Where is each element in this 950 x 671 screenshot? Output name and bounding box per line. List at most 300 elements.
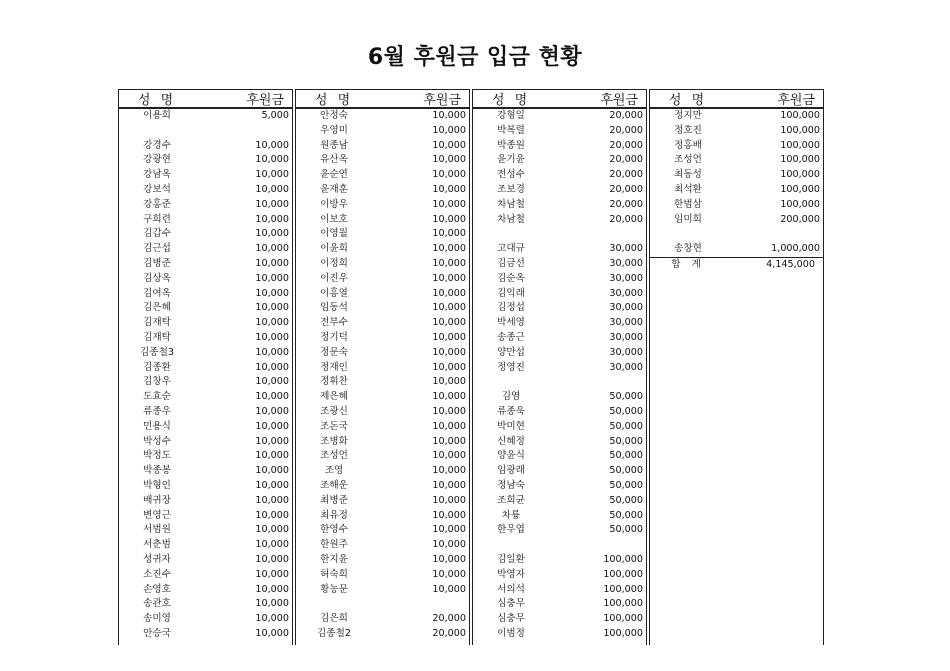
table-row [650, 109, 823, 124]
donor-name: 김병준 [143, 257, 171, 269]
donor-name: 박세영 [497, 317, 525, 329]
donation-amount: 30,000 [609, 243, 643, 255]
donor-name: 강경수 [143, 139, 171, 151]
table-row [119, 124, 292, 139]
table-row [473, 124, 646, 139]
donation-amount: 10,000 [432, 376, 466, 388]
donor-name: 강광현 [143, 154, 171, 166]
table-row [296, 109, 469, 124]
table-row [473, 479, 646, 494]
donation-amount: 10,000 [255, 302, 289, 314]
table-row [119, 375, 292, 390]
table-row [296, 124, 469, 139]
table-row [296, 583, 469, 598]
donor-name: 박종원 [497, 139, 525, 151]
donor-name: 박정도 [143, 450, 171, 462]
table-row [296, 390, 469, 405]
donation-amount: 10,000 [255, 287, 289, 299]
donation-amount: 10,000 [255, 183, 289, 195]
donation-amount: 50,000 [609, 420, 643, 432]
table-row [296, 272, 469, 287]
donor-name: 최동성 [674, 169, 702, 181]
table-column-2 [295, 89, 470, 645]
donor-name: 김재탁 [143, 317, 171, 329]
donation-amount: 30,000 [609, 287, 643, 299]
donor-name: 송미영 [143, 613, 171, 625]
donation-amount: 10,000 [255, 627, 289, 639]
table-row [473, 420, 646, 435]
table-row [473, 213, 646, 228]
donation-amount: 10,000 [432, 494, 466, 506]
table-row [650, 139, 823, 154]
donation-amount: 10,000 [432, 154, 466, 166]
donor-name: 양만섭 [497, 346, 525, 358]
column-header [473, 89, 646, 109]
header-name: 성 명 [668, 93, 708, 108]
donation-amount: 10,000 [432, 405, 466, 417]
table-row [473, 301, 646, 316]
donation-amount: 100,000 [603, 583, 643, 595]
donor-name: 김상옥 [143, 272, 171, 284]
table-row [119, 139, 292, 154]
donation-amount: 10,000 [432, 272, 466, 284]
table-row [473, 316, 646, 331]
total-label: 합 계 [671, 258, 705, 270]
donor-name: 최석환 [674, 183, 702, 195]
header-name: 성 명 [314, 93, 354, 108]
donation-amount: 100,000 [780, 124, 820, 136]
donation-amount: 10,000 [255, 494, 289, 506]
table-row [119, 287, 292, 302]
table-row [473, 257, 646, 272]
donor-name: 송창현 [674, 243, 702, 255]
table-row [119, 449, 292, 464]
donation-amount: 20,000 [432, 613, 466, 625]
table-row [473, 449, 646, 464]
donor-name: 임동석 [320, 302, 348, 314]
donation-amount: 10,000 [432, 331, 466, 343]
donor-name: 김창우 [143, 376, 171, 388]
donor-name: 정남숙 [497, 479, 525, 491]
table-row [119, 583, 292, 598]
table-row [119, 316, 292, 331]
table-row [119, 331, 292, 346]
table-row [119, 568, 292, 583]
table-row [473, 612, 646, 627]
table-row [296, 612, 469, 627]
donation-amount: 1,000,000 [771, 243, 820, 255]
table-row [473, 538, 646, 553]
table-row [296, 597, 469, 612]
table-column-3 [472, 89, 647, 645]
table-row [473, 568, 646, 583]
donation-amount: 10,000 [432, 243, 466, 255]
header-name: 성 명 [137, 93, 177, 108]
table-row [296, 242, 469, 257]
donor-name: 신혜정 [497, 435, 525, 447]
donation-amount: 30,000 [609, 317, 643, 329]
donor-name: 김종철3 [140, 346, 174, 358]
donor-name: 배귀장 [143, 494, 171, 506]
donation-amount: 20,000 [609, 124, 643, 136]
donor-name: 이정희 [320, 257, 348, 269]
donor-name: 박성수 [143, 435, 171, 447]
donor-name: 유산옥 [320, 154, 348, 166]
table-row [119, 183, 292, 198]
table-row [119, 494, 292, 509]
table-row [473, 627, 646, 642]
donor-name: 김순옥 [497, 272, 525, 284]
table-row [473, 139, 646, 154]
table-row [296, 257, 469, 272]
donation-amount: 10,000 [432, 198, 466, 210]
donation-amount: 50,000 [609, 465, 643, 477]
table-row [473, 405, 646, 420]
donor-name: 서범원 [143, 524, 171, 536]
donor-name: 차륭 [501, 509, 521, 521]
table-row [650, 183, 823, 198]
donation-amount: 50,000 [609, 405, 643, 417]
donation-amount: 20,000 [609, 213, 643, 225]
donation-amount: 10,000 [432, 450, 466, 462]
donor-name: 도효순 [143, 391, 171, 403]
table-row [119, 597, 292, 612]
donor-name: 정호진 [674, 124, 702, 136]
donation-amount: 10,000 [432, 183, 466, 195]
table-row [473, 361, 646, 376]
donation-amount: 10,000 [432, 509, 466, 521]
donor-name: 김재탁 [143, 331, 171, 343]
table-row [650, 227, 823, 242]
donor-name: 김근섭 [143, 243, 171, 255]
donation-amount: 30,000 [609, 302, 643, 314]
table-row [473, 272, 646, 287]
donor-name: 정재인 [320, 361, 348, 373]
donation-amount: 10,000 [255, 272, 289, 284]
column-header [119, 89, 292, 109]
table-row [296, 494, 469, 509]
table-row [473, 153, 646, 168]
donation-amount: 10,000 [432, 213, 466, 225]
donor-name: 이방우 [320, 198, 348, 210]
donor-name: 조병화 [320, 435, 348, 447]
donor-name: 조해운 [320, 479, 348, 491]
table-row [473, 227, 646, 242]
table-column-1 [118, 89, 293, 645]
table-row [119, 361, 292, 376]
donation-amount: 10,000 [432, 568, 466, 580]
table-row [650, 198, 823, 213]
table-row [119, 553, 292, 568]
donation-amount: 10,000 [255, 450, 289, 462]
donor-name: 이윤희 [320, 243, 348, 255]
table-row [119, 435, 292, 450]
donation-amount: 10,000 [432, 391, 466, 403]
donation-amount: 10,000 [255, 539, 289, 551]
table-row [119, 479, 292, 494]
donation-amount: 10,000 [432, 257, 466, 269]
column-header [296, 89, 469, 109]
donation-amount: 20,000 [609, 198, 643, 210]
donor-name: 김갑수 [143, 228, 171, 240]
table-row [296, 405, 469, 420]
donation-amount: 30,000 [609, 361, 643, 373]
donation-amount: 10,000 [255, 213, 289, 225]
donation-amount: 10,000 [432, 583, 466, 595]
table-row [650, 168, 823, 183]
donation-amount: 10,000 [432, 139, 466, 151]
donor-name: 한원주 [320, 539, 348, 551]
donor-name: 윤재훈 [320, 183, 348, 195]
donation-amount: 10,000 [255, 139, 289, 151]
donation-amount: 20,000 [609, 139, 643, 151]
donation-amount: 30,000 [609, 346, 643, 358]
table-row [650, 213, 823, 228]
donation-amount: 10,000 [255, 169, 289, 181]
donor-name: 송종근 [497, 331, 525, 343]
donation-amount: 30,000 [609, 272, 643, 284]
table-row [473, 242, 646, 257]
donation-amount: 20,000 [609, 154, 643, 166]
donor-name: 서의석 [497, 583, 525, 595]
table-row [119, 390, 292, 405]
donor-name: 강홍준 [143, 198, 171, 210]
donor-name: 김종환 [143, 361, 171, 373]
table-row [296, 198, 469, 213]
table-row [119, 153, 292, 168]
table-row [473, 597, 646, 612]
total-amount: 4,145,000 [766, 258, 815, 270]
table-row [119, 213, 292, 228]
table-row [119, 509, 292, 524]
donor-name: 조돈국 [320, 420, 348, 432]
table-row [473, 168, 646, 183]
donation-amount: 50,000 [609, 494, 643, 506]
donation-amount: 10,000 [432, 553, 466, 565]
donor-name: 안승국 [143, 627, 171, 639]
donor-name: 박영자 [497, 568, 525, 580]
donor-name: 심충무 [497, 613, 525, 625]
donation-amount: 50,000 [609, 479, 643, 491]
donor-name: 이범정 [497, 627, 525, 639]
donation-amount: 100,000 [780, 154, 820, 166]
table-row [119, 405, 292, 420]
donor-name: 임미희 [674, 213, 702, 225]
table-column-4 [649, 89, 824, 645]
table-row [119, 227, 292, 242]
donor-name: 정휘찬 [320, 376, 348, 388]
table-row [473, 287, 646, 302]
donor-name: 김여옥 [143, 287, 171, 299]
table-row [296, 301, 469, 316]
table-row [296, 227, 469, 242]
donation-amount: 100,000 [780, 169, 820, 181]
table-row [296, 553, 469, 568]
donor-name: 강형일 [497, 110, 525, 121]
donor-name: 박종봉 [143, 465, 171, 477]
donor-name: 조영 [324, 465, 344, 477]
table-row [296, 538, 469, 553]
table-row [119, 538, 292, 553]
donor-name: 조희균 [497, 494, 525, 506]
donor-name: 허숙희 [320, 568, 348, 580]
donor-name: 조보경 [497, 183, 525, 195]
donation-amount: 100,000 [780, 110, 820, 121]
donation-amount: 10,000 [432, 479, 466, 491]
column-header [650, 89, 823, 109]
donor-name: 한우엽 [497, 524, 525, 536]
table-row [473, 553, 646, 568]
donor-name: 서춘범 [143, 539, 171, 551]
table-row [119, 612, 292, 627]
donor-name: 김은혜 [143, 302, 171, 314]
table-row [296, 213, 469, 228]
donor-name: 구희련 [143, 213, 171, 225]
table-row [119, 523, 292, 538]
donor-name: 임광래 [497, 465, 525, 477]
table-row [119, 420, 292, 435]
donation-amount: 20,000 [609, 169, 643, 181]
donation-amount: 10,000 [432, 287, 466, 299]
table-row [473, 464, 646, 479]
donation-amount: 30,000 [609, 331, 643, 343]
donation-amount: 10,000 [432, 420, 466, 432]
table-row [296, 139, 469, 154]
donation-amount: 5,000 [261, 110, 289, 121]
table-row [296, 183, 469, 198]
table-row [296, 168, 469, 183]
table-row [296, 479, 469, 494]
donation-amount: 10,000 [255, 376, 289, 388]
table-row [296, 361, 469, 376]
donor-name: 한범삼 [674, 198, 702, 210]
donation-amount: 10,000 [432, 361, 466, 373]
donor-name: 최유정 [320, 509, 348, 521]
donation-amount: 10,000 [432, 539, 466, 551]
donor-name: 조광신 [320, 405, 348, 417]
donation-amount: 50,000 [609, 524, 643, 536]
table-row [119, 257, 292, 272]
donor-name: 고대규 [497, 243, 525, 255]
donor-name: 소진수 [143, 568, 171, 580]
donor-name: 김금선 [497, 257, 525, 269]
donation-amount: 20,000 [609, 183, 643, 195]
donation-amount: 30,000 [609, 257, 643, 269]
donor-name: 원종남 [320, 139, 348, 151]
donation-amount: 100,000 [603, 568, 643, 580]
donor-name: 이진우 [320, 272, 348, 284]
page-title: 6월 후원금 입금 현황 [367, 45, 583, 70]
donor-name: 이홍열 [320, 287, 348, 299]
table-row [119, 109, 292, 124]
donor-name: 차남철 [497, 213, 525, 225]
donor-name: 류종우 [143, 405, 171, 417]
table-row [119, 301, 292, 316]
donor-name: 박미현 [497, 420, 525, 432]
donation-amount: 100,000 [603, 627, 643, 639]
donation-amount: 50,000 [609, 435, 643, 447]
header-amount: 후원금 [423, 93, 461, 108]
table-row [473, 109, 646, 124]
donor-name: 최병준 [320, 494, 348, 506]
donation-amount: 100,000 [603, 613, 643, 625]
total-row [650, 257, 823, 273]
donation-amount: 10,000 [432, 110, 466, 121]
donation-amount: 10,000 [432, 435, 466, 447]
table-row [119, 627, 292, 642]
donation-amount: 10,000 [432, 124, 466, 136]
donation-amount: 10,000 [255, 598, 289, 610]
table-row [296, 523, 469, 538]
table-row [119, 272, 292, 287]
donor-name: 이용희 [143, 110, 171, 121]
donation-amount: 100,000 [780, 198, 820, 210]
donor-name: 심충무 [497, 598, 525, 610]
donor-name: 민용식 [143, 420, 171, 432]
donation-amount: 10,000 [255, 405, 289, 417]
donor-name: 김익래 [497, 287, 525, 299]
donor-name: 한지윤 [320, 553, 348, 565]
donor-name: 변영근 [143, 509, 171, 521]
table-row [296, 627, 469, 642]
table-row [473, 198, 646, 213]
donation-amount: 100,000 [780, 139, 820, 151]
donation-table [118, 89, 824, 645]
table-row [473, 331, 646, 346]
donor-name: 성귀자 [143, 553, 171, 565]
donor-name: 김염 [501, 391, 521, 403]
donor-name: 전부수 [320, 317, 348, 329]
donor-name: 김은희 [320, 613, 348, 625]
table-row [473, 583, 646, 598]
donation-amount: 10,000 [255, 257, 289, 269]
donor-name: 정문숙 [320, 346, 348, 358]
donation-amount: 50,000 [609, 509, 643, 521]
donation-amount: 10,000 [255, 465, 289, 477]
table-row [119, 168, 292, 183]
donor-name: 손영호 [143, 583, 171, 595]
donor-name: 강보석 [143, 183, 171, 195]
donor-name: 박형인 [143, 479, 171, 491]
table-row [473, 183, 646, 198]
header-amount: 후원금 [777, 93, 815, 108]
donor-name: 박복렬 [497, 124, 525, 136]
donation-amount: 10,000 [255, 420, 289, 432]
donation-amount: 100,000 [780, 183, 820, 195]
table-row [296, 464, 469, 479]
donation-amount: 10,000 [432, 346, 466, 358]
donation-amount: 10,000 [255, 331, 289, 343]
donor-name: 안정숙 [320, 110, 348, 121]
donation-amount: 20,000 [432, 627, 466, 639]
table-row [473, 346, 646, 361]
table-row [473, 523, 646, 538]
table-row [650, 153, 823, 168]
donation-amount: 10,000 [432, 228, 466, 240]
donor-name: 류종욱 [497, 405, 525, 417]
donor-name: 전성수 [497, 169, 525, 181]
table-row [119, 242, 292, 257]
donor-name: 김종철2 [317, 627, 351, 639]
header-amount: 후원금 [600, 93, 638, 108]
donation-amount: 10,000 [255, 553, 289, 565]
donation-amount: 10,000 [255, 154, 289, 166]
donation-amount: 10,000 [255, 346, 289, 358]
table-row [296, 287, 469, 302]
donor-name: 김일환 [497, 553, 525, 565]
table-row [473, 435, 646, 450]
header-name: 성 명 [491, 93, 531, 108]
